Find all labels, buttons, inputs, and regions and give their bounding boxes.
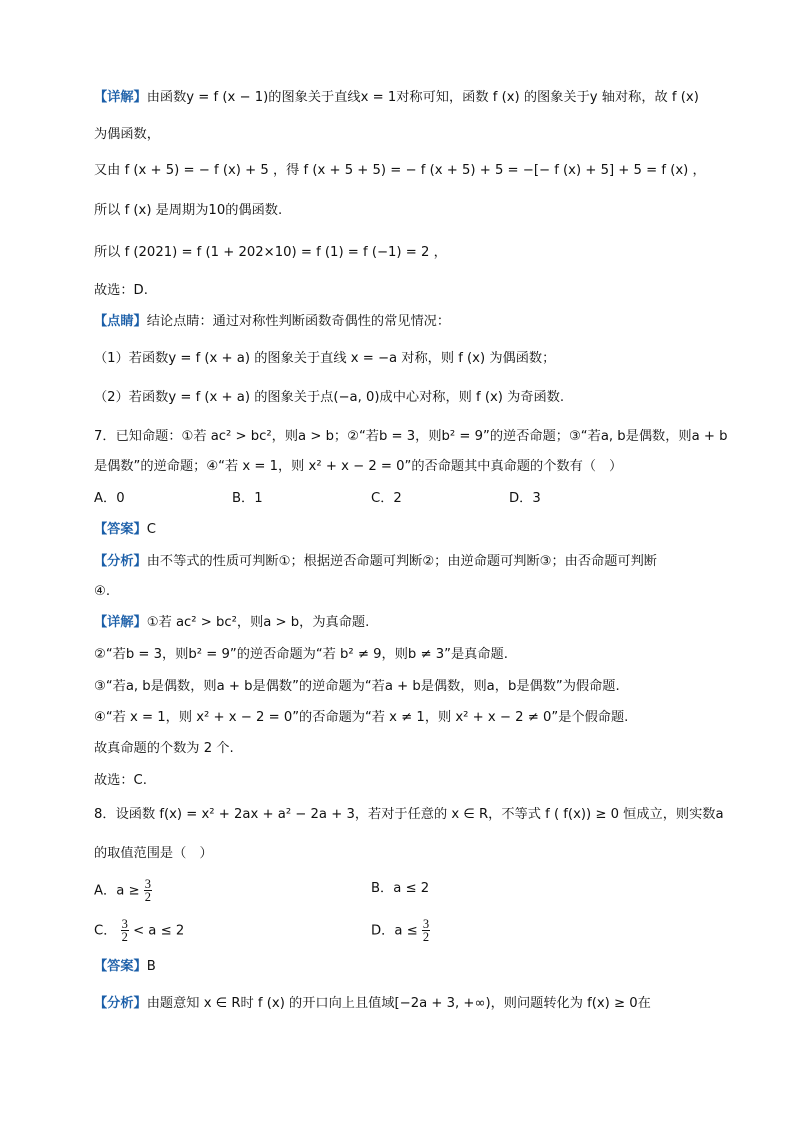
analysis-7-line-1	[94, 553, 657, 571]
analysis-tag: 【分析】	[94, 554, 147, 569]
detail-7-line-3: ③“若a, b是偶数，则a + b是偶数”的逆命题为“若a + b是偶数，则a，b是偶数”为假命题.	[94, 679, 620, 694]
detail-line-1	[94, 89, 699, 107]
detail-7-line-4: ④“若 x = 1，则 x² + x − 2 = 0”的否命题为“若 x ≠ 1，则 x² + x − 2 ≠ 0”是个假命题.	[94, 710, 629, 725]
q8-option-c[interactable]	[94, 918, 184, 943]
analysis-text: 由不等式的性质可判断①；根据逆否命题可判断②；由逆命题可判断③；由否命题可判断	[146, 554, 657, 569]
q7-option-c[interactable]: C．2	[371, 491, 402, 506]
tip-case-1: （1）若函数y = f (x + a) 的图象关于直线 x = −a 对称，则 f (x) 为偶函数；	[94, 351, 556, 366]
analysis-tag-8: 【分析】	[94, 996, 147, 1011]
q8-option-d-text: D．a ≤	[371, 923, 418, 939]
analysis-8-text: 由题意知 x ∈ R时 f (x) 的开口向上且值域[−2a + 3, +∞)，则问题转化为 f(x) ≥ 0在	[146, 996, 651, 1011]
tip-case-2: （2）若函数y = f (x + a) 的图象关于点(−a, 0)成中心对称，则 f (x) 为奇函数.	[94, 390, 565, 405]
question-8-line-1: 8．设函数 f(x) = x² + 2ax + a² − 2a + 3，若对于任意的 x ∈ R，不等式 f ( f(x)) ≥ 0 恒成立，则实数a	[94, 807, 724, 822]
detail-7-line-1	[94, 614, 369, 632]
tip-tag: 【点睛】	[94, 314, 147, 329]
fraction-three-halves: $\frac{3}{2}$	[422, 917, 430, 944]
q8-option-a[interactable]	[94, 878, 152, 903]
analysis-8	[94, 995, 651, 1013]
answer-8	[94, 958, 156, 976]
question-8-line-2: 的取值范围是（ ）	[94, 846, 213, 861]
answer-8-value: B	[146, 959, 156, 974]
detail-7-text: ①若 ac² > bc²，则a > b，为真命题.	[146, 615, 370, 630]
answer-tag: 【答案】	[94, 522, 147, 537]
q8-option-d[interactable]	[371, 918, 430, 943]
answer-tag-8: 【答案】	[94, 959, 147, 974]
detail-line-2: 为偶函数，	[94, 127, 160, 142]
q7-option-b[interactable]: B．1	[232, 491, 263, 506]
detail-text: 由函数y = f (x − 1)的图象关于直线x = 1对称可知，函数 f (x) 的图象关于y 轴对称，故 f (x)	[146, 90, 699, 105]
q8-option-c-label: C．	[94, 923, 117, 939]
analysis-7-line-2: ④.	[94, 584, 111, 599]
detail-7-line-2: ②“若b = 3，则b² = 9”的逆否命题为“若 b² ≠ 9，则b ≠ 3”是真命题.	[94, 647, 508, 662]
detail-7-line-5: 故真命题的个数为 2 个.	[94, 741, 234, 756]
q8-option-a-text: A．a ≥	[94, 883, 140, 899]
fraction-three-halves: $\frac{3}{2}$	[121, 917, 128, 944]
question-7-line-2: 是偶数”的逆命题；④“若 x = 1，则 x² + x − 2 = 0”的否命题其中真命题的个数有（ ）	[94, 459, 623, 474]
detail-line-4: 所以 f (x) 是周期为10的偶函数.	[94, 203, 283, 218]
q8-option-b[interactable]: B．a ≤ 2	[371, 881, 430, 896]
detail-line-6: 故选：D.	[94, 283, 148, 298]
answer-7	[94, 521, 156, 539]
detail-line-5: 所以 f (2021) = f (1 + 202×10) = f (1) = f (−1) = 2 ，	[94, 245, 447, 260]
fraction-three-halves: $\frac{3}{2}$	[144, 877, 151, 904]
question-7-line-1: 7．已知命题：①若 ac² > bc²，则a > b；②“若b = 3，则b² = 9”的逆否命题；③“若a, b是偶数，则a + b	[94, 429, 728, 444]
detail-line-3: 又由 f (x + 5) = − f (x) + 5 ，得 f (x + 5 + 5) = − f (x + 5) + 5 = −[− f (x) + 5] + 5 = f (x) ，	[94, 163, 706, 178]
tip-line	[94, 313, 450, 331]
detail-tag: 【详解】	[94, 90, 147, 105]
tip-text: 结论点睛：通过对称性判断函数奇偶性的常见情况：	[146, 314, 451, 329]
detail-7-line-6: 故选：C.	[94, 773, 147, 788]
detail-tag-7: 【详解】	[94, 615, 147, 630]
answer-value: C	[146, 522, 156, 537]
q7-option-d[interactable]: D．3	[509, 491, 541, 506]
q7-option-a[interactable]: A．0	[94, 491, 125, 506]
q8-option-c-text: < a ≤ 2	[133, 923, 185, 939]
